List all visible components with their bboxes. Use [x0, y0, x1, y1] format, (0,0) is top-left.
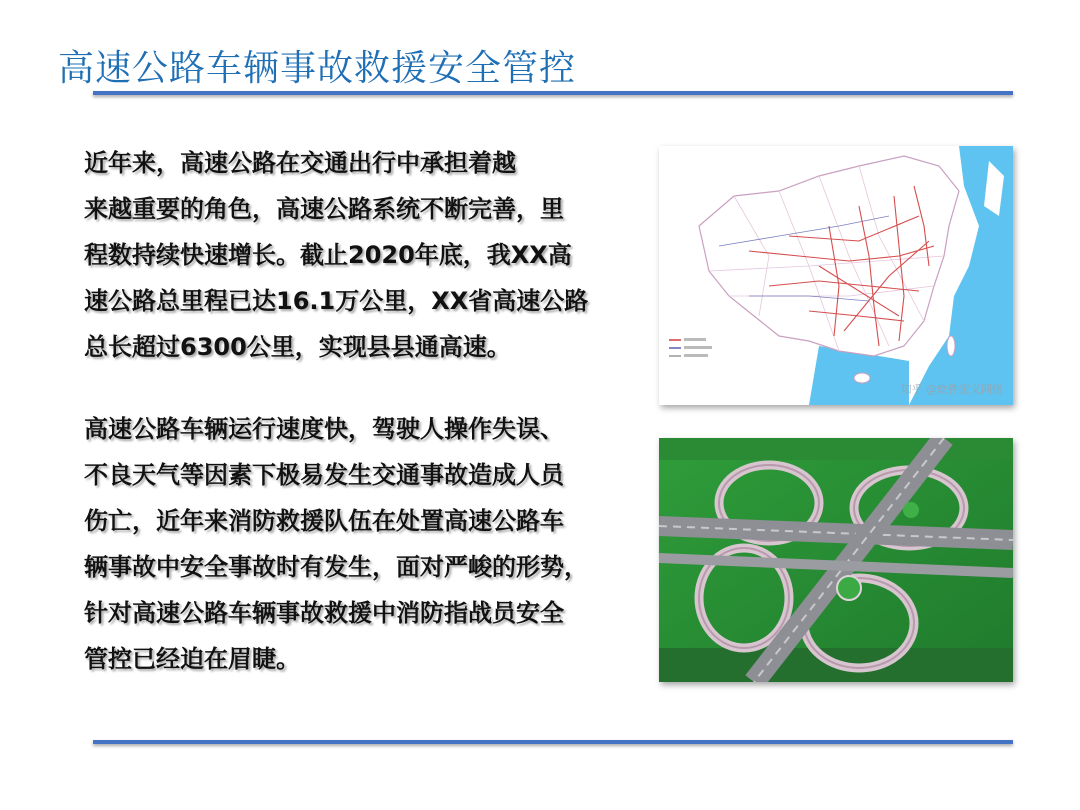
risk-paragraph: 高速公路车辆运行速度快，驾驶人操作失误、 不良天气等因素下极易发生交通事故造成人员 伤亡，近年来消防救援队伍在处置高速公路车 辆事故中安全事故时有发生，面对严峻的形势， 针对高速公路车辆事故救援中消防指战员安全 管控已经迫在眉睫。	[84, 415, 588, 673]
title-divider	[93, 91, 1013, 95]
interchange-aerial-image	[659, 438, 1013, 682]
footer-divider	[93, 740, 1013, 744]
map-watermark: 知乎 @软件定义网络	[900, 383, 1003, 396]
expressway-map-image	[659, 146, 1013, 405]
intro-paragraph: 近年来，高速公路在交通出行中承担着越 来越重要的角色，高速公路系统不断完善，里 程数持续快速增长。截止2020年底，我XX高 速公路总里程已达16.1万公里，XX省高速公路 总长超过6300公里，实现县县通高速。	[84, 149, 589, 361]
page-title: 高速公路车辆事故救援安全管控	[58, 48, 577, 89]
